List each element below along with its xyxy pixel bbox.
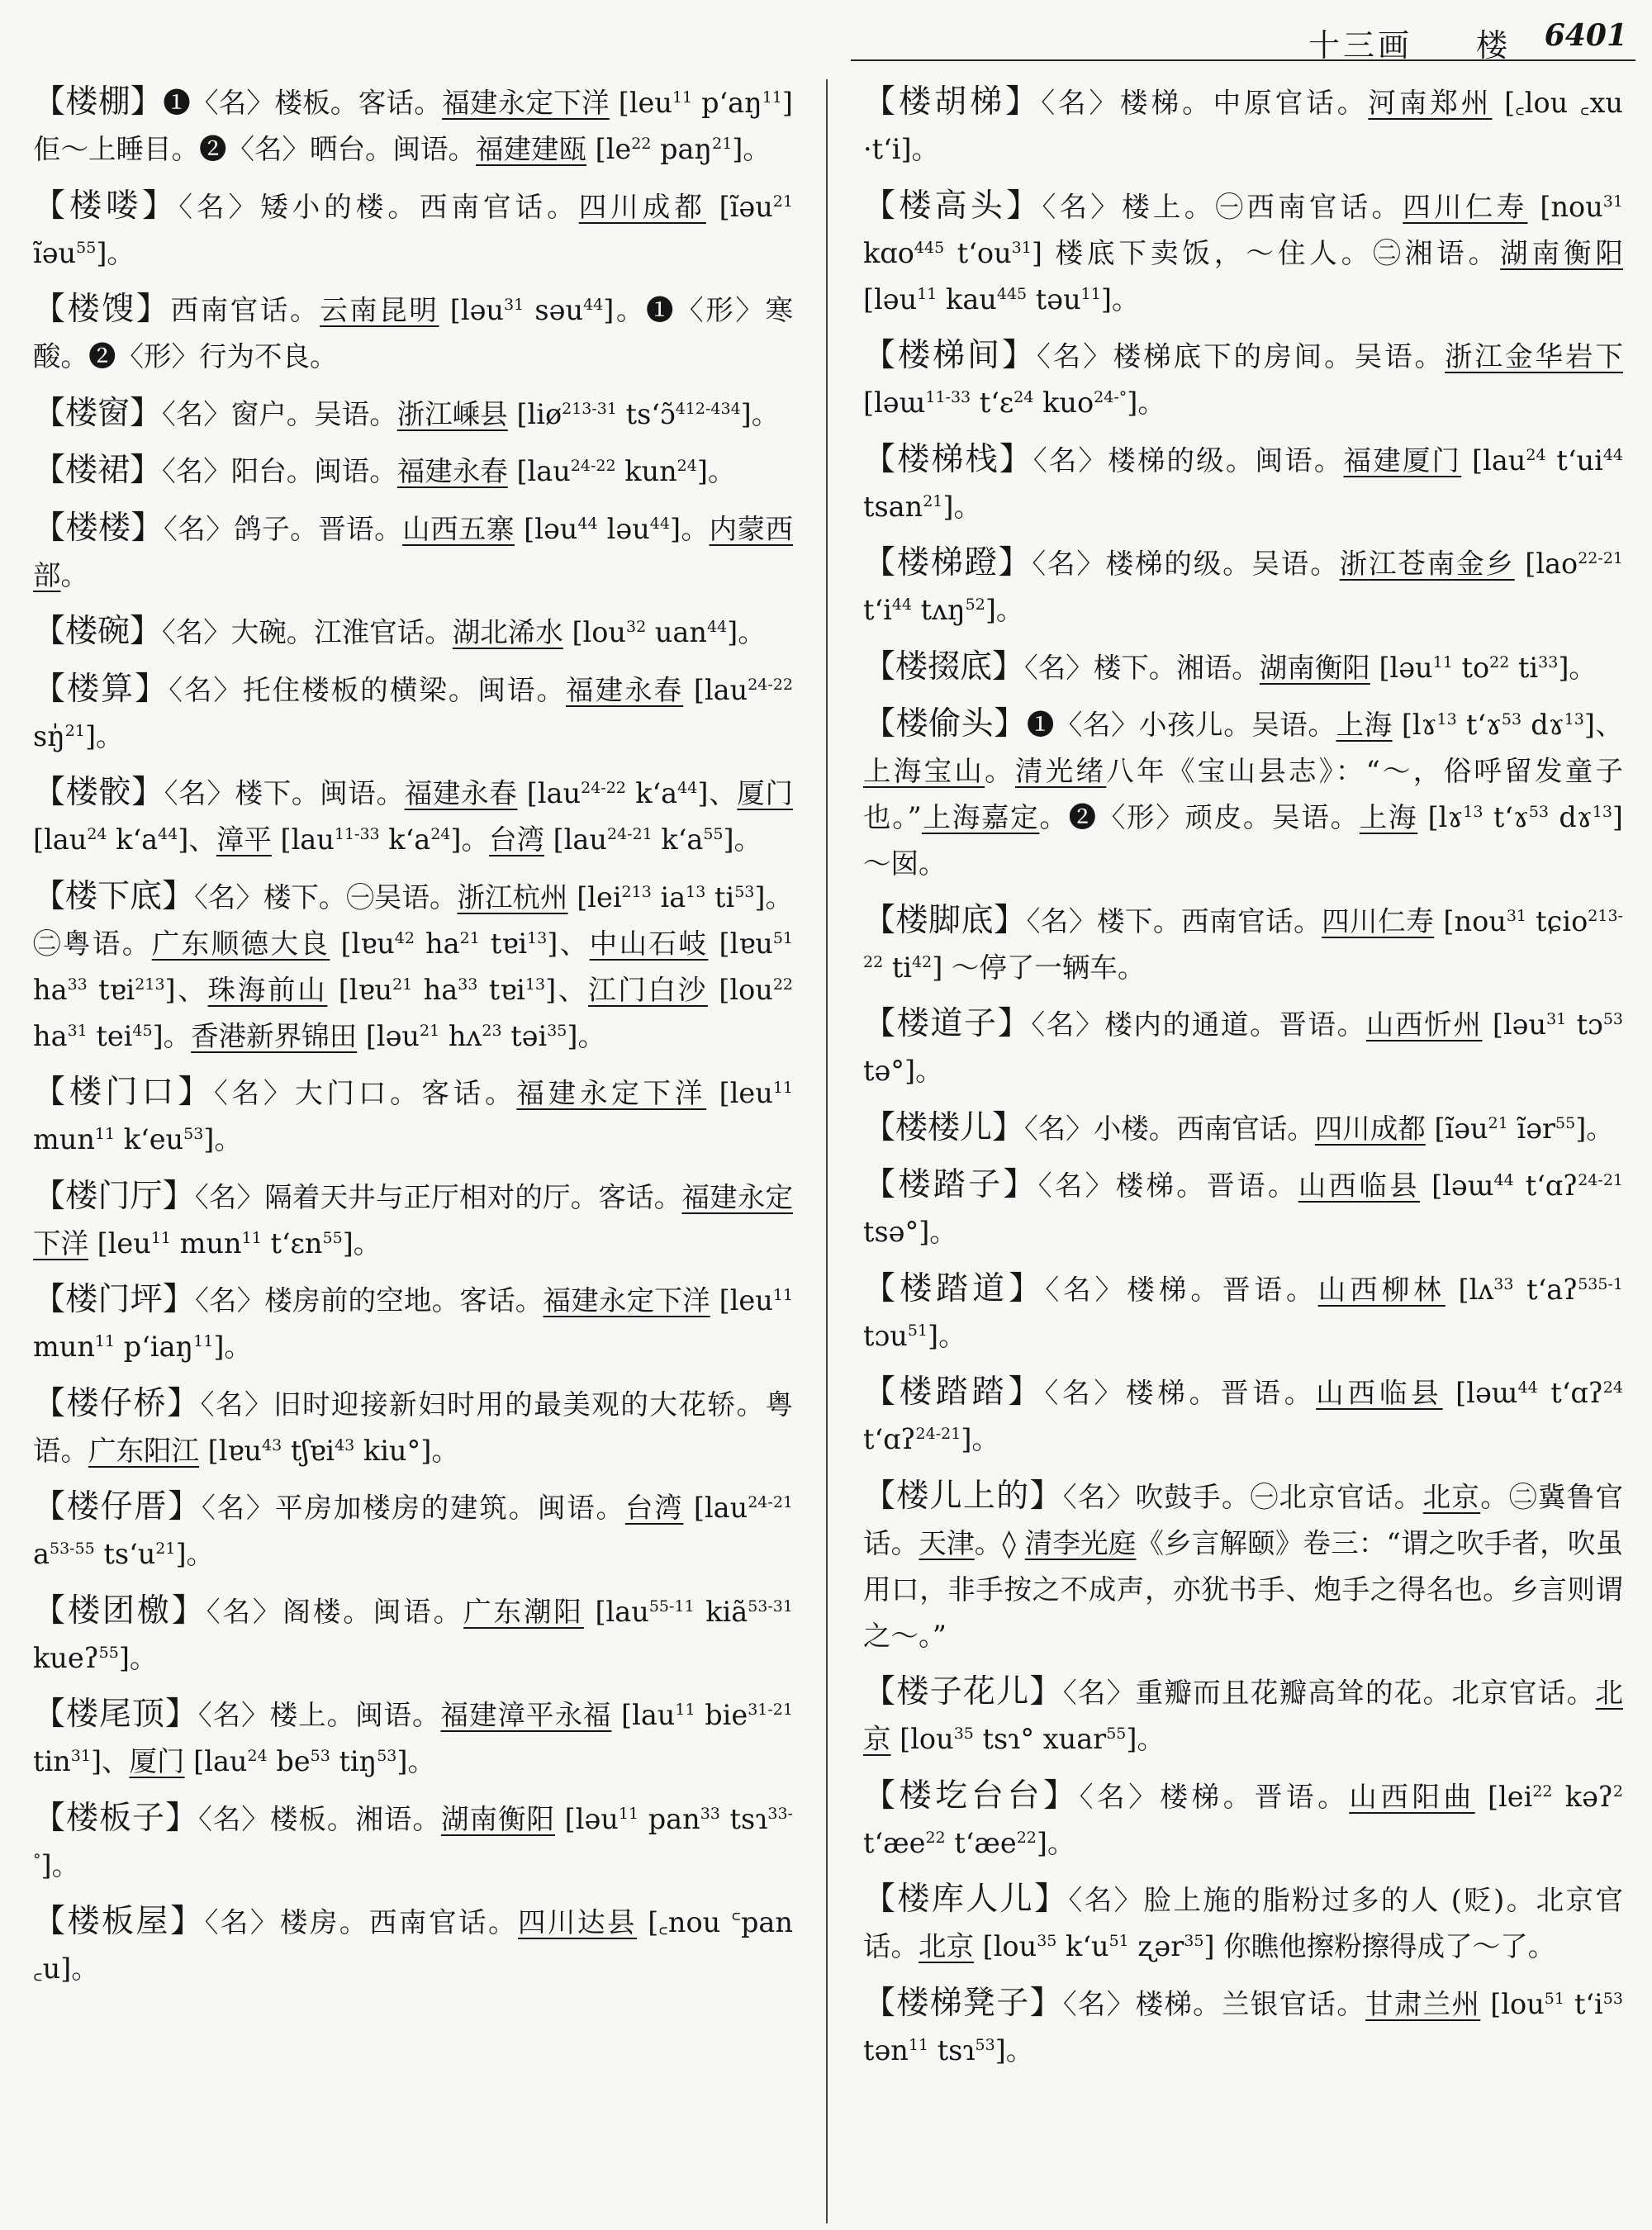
entry-definition: 〈名〉楼下。闽语。福建永春 [lau$^{24-22}$ $k‘a^{44}$]、厦门 [lau$^{24}$ $k‘a^{44}$]、漳平 [lau$^{11-33}$ $k‘a^{24}$]。台湾 [lau$^{24-21}$ $k‘a^{55}$]。 [33, 777, 793, 856]
entry-definition: 〈名〉隔着天井与正厅相对的厅。客话。福建永定下洋 [leu$^{11}$ mun$^{11}$ t‘ɛn$^{55}$]。 [33, 1180, 793, 1260]
entry-headword: 楼圪台台 [899, 1777, 1044, 1815]
headword-bracket-open: 【 [863, 1777, 900, 1815]
entry-definition: 〈名〉楼内的通道。晋语。山西忻州 [ləu$^{31}$ tɔ$^{53}$ tə°]。 [863, 1008, 1623, 1087]
place-name: 湖南衡阳 [1259, 651, 1370, 684]
headword-bracket-close: 】 [162, 1177, 195, 1215]
entry-headword: 楼门口 [69, 1074, 178, 1111]
headword-bracket-open: 【 [863, 1881, 898, 1918]
entry-headword: 楼馊 [67, 291, 136, 328]
entry-headword: 楼窗 [65, 394, 131, 432]
place-name: 北京 [919, 1930, 974, 1962]
place-name: 福建永定下洋 [516, 1077, 707, 1109]
dictionary-entry [863, 437, 1623, 530]
headword-bracket-open: 【 [33, 1384, 67, 1422]
entry-headword: 楼骹 [65, 774, 132, 811]
entry-definition: 〈名〉楼梯。中原官话。河南郑州 [꜀lou ꜀xu ·t‘i]。 [863, 87, 1623, 165]
headword-bracket-open: 【 [33, 1177, 66, 1215]
header-headword: 楼 [1475, 27, 1507, 64]
dictionary-entry [33, 1588, 793, 1682]
dictionary-entry [33, 391, 793, 438]
dictionary-entry [863, 644, 1623, 691]
entry-headword: 楼高头 [899, 187, 1007, 225]
entry-definition: 〈名〉楼梯的级。吴语。浙江苍南金乡 [lao$^{22-21}$ $t‘i^{44}$ tʌŋ$^{52}$]。 [863, 548, 1623, 626]
entry-definition: 〈名〉楼板。湘语。湖南衡阳 [ləu$^{11}$ pan$^{33}$ tsɿ$^{33-^\circ}$]。 [33, 1802, 793, 1881]
place-name: 山西临县 [1316, 1377, 1443, 1409]
dictionary-entry [33, 1174, 793, 1267]
headword-bracket-open: 【 [863, 648, 896, 686]
entry-definition: 〈名〉楼梯。兰银官话。甘肃兰州 [lou$^{51}$ $t‘i^{53}$ tən$^{11}$ tsɿ$^{53}$]。 [863, 1987, 1623, 2066]
headword-bracket-open: 【 [863, 337, 898, 374]
entry-headword: 楼团檄 [67, 1592, 172, 1630]
entry-headword: 楼门坪 [65, 1281, 163, 1318]
entry-headword: 楼仔厝 [66, 1488, 169, 1525]
headword-bracket-close: 】 [164, 1696, 198, 1733]
place-name: 香港新界锦田 [191, 1019, 358, 1052]
dictionary-entry [33, 287, 793, 380]
dictionary-entry [863, 898, 1623, 991]
place-name: 上海 [1336, 709, 1393, 741]
headword-bracket-close: 】 [1029, 1984, 1063, 2022]
headword-bracket-close: 】 [130, 83, 164, 121]
place-name: 福建永定下洋 [543, 1284, 710, 1317]
headword-bracket-close: 】 [999, 440, 1033, 478]
headword-bracket-open: 【 [33, 509, 66, 547]
dictionary-entry [863, 1669, 1623, 1763]
place-name: 广东阳江 [88, 1434, 199, 1467]
entry-headword: 楼仔桥 [66, 1384, 168, 1422]
dictionary-entry [33, 1899, 793, 1992]
place-name: 北京 [863, 1677, 1623, 1755]
headword-bracket-open: 【 [33, 394, 66, 432]
dictionary-entry [863, 183, 1623, 323]
headword-bracket-close: 】 [162, 877, 195, 915]
entry-definition: 〈名〉阁楼。闽语。广东潮阳 [lau$^{55-11}$ kiã$^{53-31}$ kueʔ$^{55}$]。 [33, 1595, 793, 1674]
dictionary-entry [863, 1266, 1623, 1359]
headword-bracket-open: 【 [33, 1592, 68, 1630]
dictionary-entry [33, 183, 793, 277]
entry-definition: 〈名〉楼梯。晋语。山西柳林 [lʌ$^{33}$ t‘aʔ$^{535-1}$ tɔu$^{51}$]。 [863, 1273, 1623, 1352]
entry-headword: 楼算 [67, 670, 135, 708]
entry-definition: 〈名〉楼梯的级。闽语。福建厦门 [lau$^{24}$ $t‘ui^{44}$ tsan$^{21}$]。 [863, 444, 1623, 523]
headword-bracket-close: 】 [168, 1488, 202, 1525]
entry-headword: 楼子花儿 [896, 1673, 1030, 1710]
dictionary-entry [863, 1877, 1623, 1970]
headword-bracket-close: 】 [165, 1799, 199, 1837]
place-name: 台湾 [488, 823, 544, 856]
dictionary-entry [33, 1691, 793, 1785]
place-name: 浙江苍南金乡 [1339, 548, 1515, 580]
right-column [863, 79, 1623, 2223]
headword-bracket-close: 】 [1029, 1477, 1063, 1515]
dictionary-entry [863, 79, 1623, 173]
entry-headword: 楼下底 [65, 877, 163, 915]
dictionary-entry [863, 1162, 1623, 1255]
place-name: 四川仁寿 [1322, 904, 1435, 937]
left-column [33, 79, 793, 2223]
headword-bracket-close: 】 [170, 1903, 205, 1940]
place-name: 江门白沙 [588, 973, 708, 1006]
dictionary-entry [863, 1981, 1623, 2074]
headword-bracket-close: 】 [130, 452, 163, 489]
headword-bracket-open: 【 [863, 901, 896, 939]
place-name: 广东潮阳 [463, 1595, 584, 1628]
headword-bracket-open: 【 [33, 452, 66, 489]
headword-bracket-close: 】 [171, 1592, 206, 1630]
headword-bracket-close: 】 [1003, 1166, 1038, 1203]
headword-bracket-close: 】 [1006, 187, 1042, 225]
place-name: 北京 [1422, 1480, 1481, 1513]
place-name: 清李光庭 [1024, 1526, 1137, 1559]
headword-bracket-open: 【 [863, 1269, 900, 1307]
section-label: 十三画 [1308, 27, 1412, 64]
entry-definition: 〈名〉楼梯。晋语。山西临县 [ləɯ$^{44}$ t‘ɑʔ$^{24-21}$ tsə°]。 [863, 1170, 1623, 1248]
headword-bracket-open: 【 [33, 1696, 66, 1733]
place-name: 天津 [919, 1526, 975, 1559]
headword-bracket-open: 【 [33, 187, 70, 225]
entry-headword: 楼裙 [65, 452, 131, 489]
headword-bracket-open: 【 [863, 440, 898, 478]
headword-bracket-close: 】 [131, 509, 164, 547]
headword-bracket-close: 】 [178, 1074, 215, 1111]
entry-definition: 〈名〉大门口。客话。福建永定下洋 [leu$^{11}$ mun$^{11}$ $k‘eu^{53}$]。 [33, 1077, 793, 1155]
entry-headword: 楼楼儿 [895, 1108, 993, 1146]
dictionary-entry [863, 540, 1623, 633]
headword-bracket-close: 】 [998, 544, 1032, 581]
entry-headword: 楼踏子 [898, 1166, 1004, 1203]
dictionary-entry [863, 1473, 1623, 1659]
place-name: 浙江金华岩下 [1445, 340, 1623, 372]
entry-definition: 〈名〉小楼。西南官话。四川成都 [ĩəu$^{21}$ ĩər$^{55}$]。 [1024, 1112, 1614, 1145]
place-name: 山西忻州 [1365, 1008, 1483, 1041]
entry-definition: 〈名〉楼下。西南官话。四川仁寿 [nou$^{31}$ tɕio$^{213-22}$ $ti^{42}$] ～停了一辆车。 [863, 904, 1623, 984]
headword-bracket-close: 】 [1043, 1777, 1080, 1815]
headword-bracket-open: 【 [33, 291, 68, 328]
headword-bracket-open: 【 [33, 1074, 69, 1111]
entry-headword: 楼梯凳子 [896, 1984, 1030, 2022]
dictionary-entry [33, 1796, 793, 1889]
entry-definition: 〈名〉楼房。西南官话。四川达县 [꜀nou ꜂pan ꜀u]。 [33, 1906, 793, 1985]
headword-bracket-close: 】 [992, 648, 1025, 686]
place-name: 清光绪 [1014, 755, 1107, 787]
entry-headword: 楼板子 [66, 1799, 166, 1837]
place-name: 湖南衡阳 [440, 1802, 555, 1835]
headword-bracket-open: 【 [33, 774, 66, 811]
entry-headword: 楼尾顶 [65, 1696, 165, 1733]
entry-definition: 〈名〉楼房前的空地。客话。福建永定下洋 [leu$^{11}$ mun$^{11}$ p‘iaŋ$^{11}$]。 [33, 1284, 793, 1363]
place-name: 四川成都 [578, 190, 706, 223]
headword-bracket-open: 【 [863, 544, 897, 581]
headword-bracket-open: 【 [863, 1673, 897, 1710]
entry-definition: 〈名〉旧时迎接新妇时用的最美观的大花轿。粤语。广东阳江 [lɐu$^{43}$ tʃɐi$^{43}$ kiu°]。 [33, 1388, 793, 1467]
place-name: 山西柳林 [1317, 1273, 1446, 1306]
headword-bracket-open: 【 [863, 187, 900, 225]
headword-bracket-close: 】 [135, 291, 171, 328]
entry-headword: 楼偷头 [895, 705, 995, 743]
place-name: 内蒙西部 [33, 512, 793, 591]
dictionary-entry [33, 79, 793, 173]
entry-headword: 楼胡梯 [899, 83, 1006, 121]
entry-definition: 〈名〉阳台。闽语。福建永春 [lau$^{24-22}$ kun$^{24}$]。 [162, 455, 736, 487]
place-name: 福建厦门 [1343, 444, 1462, 477]
dictionary-entry [863, 333, 1623, 426]
headword-bracket-close: 】 [162, 1281, 196, 1318]
headword-bracket-close: 】 [1034, 1881, 1069, 1918]
headword-bracket-open: 【 [33, 1799, 67, 1837]
entry-headword: 楼板屋 [67, 1903, 171, 1940]
entry-headword: 楼梯蹬 [896, 544, 999, 581]
entry-headword: 楼喽 [69, 187, 143, 225]
place-name: 福建永春 [566, 673, 684, 706]
entry-headword: 楼道子 [896, 1005, 998, 1042]
headword-bracket-open: 【 [33, 613, 66, 650]
dictionary-entry [33, 505, 793, 599]
entry-definition: 〈名〉大碗。江淮官话。湖北浠水 [lou$^{32}$ uan$^{44}$]。 [162, 616, 766, 648]
headword-bracket-close: 】 [130, 613, 163, 650]
place-name: 中山石岐 [589, 927, 709, 960]
entry-headword: 楼梯间 [898, 337, 1002, 374]
place-name: 浙江杭州 [457, 880, 568, 913]
headword-bracket-close: 】 [994, 705, 1027, 743]
headword-bracket-close: 】 [997, 1005, 1032, 1042]
place-name: 福建漳平永福 [440, 1699, 612, 1731]
headword-bracket-open: 【 [863, 1477, 897, 1515]
dictionary-entry [33, 609, 793, 656]
place-name: 漳平 [216, 823, 272, 856]
headword-bracket-open: 【 [863, 1166, 899, 1203]
place-name: 四川成都 [1314, 1112, 1426, 1145]
entry-definition: 〈名〉鸽子。晋语。山西五寨 [ləu$^{44}$ ləu$^{44}$]。内蒙西部。 [33, 512, 793, 591]
headword-bracket-open: 【 [33, 877, 66, 915]
headword-bracket-close: 】 [130, 394, 163, 432]
place-name: 四川达县 [518, 1906, 638, 1938]
headword-bracket-close: 】 [131, 774, 164, 811]
entry-definition: 〈名〉矮小的楼。西南官话。四川成都 [ĩəu$^{21}$ ĩəu$^{55}$]。 [33, 190, 793, 269]
entry-definition: 〈名〉楼上。闽语。福建漳平永福 [lau$^{11}$ bie$^{31-21}$ tin$^{31}$]、厦门 [lau$^{24}$ $be^{53}$ tiŋ$^{53}$]。 [33, 1699, 793, 1777]
place-name: 台湾 [624, 1492, 684, 1524]
entry-headword: 楼棚 [65, 83, 131, 121]
place-name: 四川仁寿 [1403, 190, 1528, 223]
entry-headword: 楼踏踏 [899, 1374, 1009, 1411]
headword-bracket-close: 】 [992, 1108, 1025, 1146]
headword-bracket-open: 【 [33, 1903, 68, 1940]
headword-bracket-close: 】 [142, 187, 179, 225]
headword-bracket-open: 【 [33, 1281, 66, 1318]
place-name: 浙江嵊县 [396, 397, 508, 430]
entry-headword: 楼梯栈 [897, 440, 999, 478]
entry-definition: 〈名〉平房加楼房的建筑。闽语。台湾 [lau$^{24-21}$ $a^{53-55}$ $ts‘u^{21}$]。 [33, 1492, 793, 1570]
dictionary-entry [863, 1773, 1623, 1867]
headword-bracket-open: 【 [33, 1488, 67, 1525]
headword-bracket-close: 】 [135, 670, 169, 708]
place-name: 河南郑州 [1368, 87, 1493, 119]
headword-bracket-open: 【 [33, 83, 66, 121]
place-name: 厦门 [129, 1745, 185, 1777]
place-name: 珠海前山 [207, 973, 328, 1006]
place-name: 福建永定下洋 [33, 1180, 793, 1260]
entry-headword: 楼门厅 [65, 1177, 163, 1215]
place-name: 云南昆明 [320, 294, 439, 326]
headword-bracket-open: 【 [33, 670, 68, 708]
dictionary-entry [33, 1277, 793, 1370]
place-name: 山西阳曲 [1349, 1780, 1475, 1813]
entry-definition: 〈名〉楼下。㊀吴语。浙江杭州 [lei$^{213}$ $ia^{13}$ $ti^{53}$]。㊁粤语。广东顺德大良 [lɐu$^{42}$ $ha^{21}$ tɐi$^{13}$]、中山石岐 [lɐu$^{51}$ $ha^{33}$ tɐi$^{213}$]、珠海前山 [lɐu$^{21}$ $ha^{33}$ tɐi$^{13}$]、江门白沙 [lou$^{22}$ $ha^{31}$ tei$^{45}$]。香港新界锦田 [ləu$^{21}$ hʌ$^{23}$ təi$^{35}$]。 [33, 880, 793, 1052]
dictionary-entry [33, 1381, 793, 1474]
headword-bracket-close: 】 [1001, 337, 1037, 374]
dictionary-entry [33, 874, 793, 1060]
entry-definition: 〈名〉楼梯。晋语。山西阳曲 [lei$^{22}$ kəʔ$^2$ $t‘æe^{22}$ $t‘æe^{22}$]。 [863, 1780, 1623, 1859]
place-name: 广东顺德大良 [151, 927, 330, 960]
headword-bracket-close: 】 [1009, 1269, 1046, 1307]
dictionary-entry [863, 1105, 1623, 1152]
entry-definition: 〈名〉吹鼓手。㊀北京官话。北京。㊁冀鲁官话。天津。◊ 清李光庭《乡言解颐》卷三：“谓之吹手者，吹虽用口，非手按之不成声，亦犹书手、炮手之得名也。乡言则谓之～。” [863, 1480, 1623, 1652]
headword-bracket-open: 【 [863, 83, 900, 121]
dictionary-entry [33, 448, 793, 495]
entry-definition: 〈名〉窗户。吴语。浙江嵊县 [liø$^{213-31}$ tsʻɔ̃$^{412-434}$]。 [162, 397, 780, 430]
dictionary-entry [33, 770, 793, 863]
column-divider [826, 79, 828, 2223]
headword-bracket-open: 【 [863, 705, 896, 743]
headword-bracket-close: 】 [167, 1384, 201, 1422]
entry-definition: 〈名〉楼梯。晋语。山西临县 [ləɯ$^{44}$ t‘ɑʔ$^{24}$ t‘ɑʔ$^{24-21}$]。 [863, 1377, 1623, 1455]
headword-bracket-close: 】 [994, 901, 1027, 939]
dictionary-entry [33, 1484, 793, 1578]
place-name: 福建建瓯 [476, 133, 586, 165]
entry-headword: 楼楼 [65, 509, 131, 547]
place-name: 上海宝山 [863, 755, 985, 787]
place-name: 湖北浠水 [452, 616, 563, 648]
place-name: 甘肃兰州 [1365, 1987, 1481, 2020]
place-name: 山西临县 [1298, 1170, 1421, 1202]
entry-definition: 〈名〉楼下。湘语。湖南衡阳 [ləu$^{11}$ $to^{22}$ $ti^{33}$]。 [1024, 651, 1597, 684]
entry-headword: 楼库人儿 [897, 1881, 1035, 1918]
headword-bracket-close: 】 [1005, 83, 1042, 121]
entry-definition: 〈名〉楼梯底下的房间。吴语。浙江金华岩下 [ləɯ$^{11-33}$ t‘ɛ$^{24}$ kuo$^{24-^\circ}$]。 [863, 340, 1623, 419]
entry-headword: 楼脚底 [895, 901, 995, 939]
entry-definition: ❶〈名〉楼板。客话。福建永定下洋 [leu$^{11}$ $p‘aŋ^{11}$] 佢～上睡目。❷〈名〉晒台。闽语。福建建瓯 [$le^{22}$ paŋ$^{21}$]。 [33, 87, 793, 165]
dictionary-entry [863, 1369, 1623, 1463]
place-name: 厦门 [737, 777, 793, 809]
headword-bracket-close: 】 [1008, 1374, 1045, 1411]
place-name: 福建永春 [396, 455, 508, 487]
dictionary-entry [33, 1070, 793, 1163]
headword-bracket-open: 【 [863, 1108, 896, 1146]
entry-headword: 楼踏道 [900, 1269, 1009, 1307]
headword-bracket-open: 【 [863, 1374, 900, 1411]
dictionary-entry [33, 667, 793, 760]
headword-bracket-open: 【 [863, 1005, 897, 1042]
place-name: 湖南衡阳 [1500, 236, 1623, 269]
place-name: 福建永定下洋 [442, 87, 610, 119]
page-number: 6401 [1544, 18, 1627, 53]
headword-bracket-open: 【 [863, 1984, 897, 2022]
place-name: 福建永春 [404, 777, 518, 809]
page-header [851, 18, 1635, 64]
place-name: 山西五寨 [402, 512, 515, 545]
entry-definition: 〈名〉托住楼板的横梁。闽语。福建永春 [lau$^{24-22}$ sŋ̍$^{21}$]。 [33, 673, 793, 752]
entry-definition: 〈名〉重瓣而且花瓣高耸的花。北京官话。北京 [lou$^{35}$ tsɿ° xuar$^{55}$]。 [863, 1677, 1623, 1755]
headword-bracket-close: 】 [1029, 1673, 1063, 1710]
place-name: 上海 [1359, 801, 1418, 833]
place-name: 上海嘉定 [921, 801, 1040, 833]
entry-headword: 楼碗 [65, 613, 131, 650]
entry-headword: 楼儿上的 [896, 1477, 1030, 1515]
dictionary-entry [863, 1001, 1623, 1094]
dictionary-entry [863, 701, 1623, 887]
entry-definition: 西南官话。云南昆明 [ləu$^{31}$ səu$^{44}$]。❶〈形〉寒酸。❷〈形〉行为不良。 [33, 294, 793, 372]
entry-definition: ❶〈名〉小孩儿。吴语。上海 [lɤ$^{13}$ t‘ɤ$^{53}$ dɤ$^{13}$]、上海宝山。清光绪八年《宝山县志》：“～，俗呼留发童子也。”上海嘉定。❷〈形〉顽皮。吴语。上海 [lɤ$^{13}$ t‘ɤ$^{53}$ dɤ$^{13}$] ～囡。 [863, 709, 1623, 880]
entry-definition: 〈名〉脸上施的脂粉过多的人 (贬)。北京官话。北京 [lou$^{35}$ $k‘u^{51}$ ʐər$^{35}$] 你瞧他擦粉擦得成了～了。 [863, 1884, 1623, 1962]
entry-definition: 〈名〉楼上。㊀西南官话。四川仁寿 [nou$^{31}$ kɑo$^{445}$ $t‘ou^{31}$] 楼底下卖饭，～住人。㊁湘语。湖南衡阳 [ləu$^{11}$ kau$^{445}$ təu$^{11}$]。 [863, 190, 1623, 316]
entry-headword: 楼掇底 [895, 648, 993, 686]
